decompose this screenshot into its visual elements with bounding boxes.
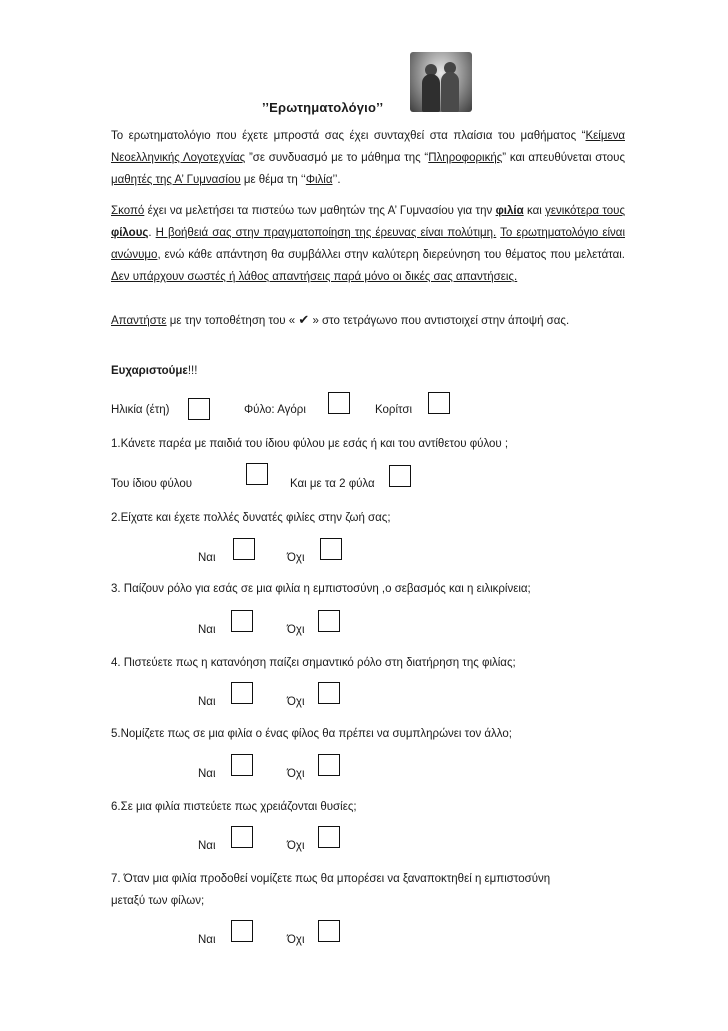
q2-no-label: Όχι	[287, 552, 305, 564]
checkmark-icon: ✔	[298, 312, 310, 327]
q5-no-label: Όχι	[287, 768, 305, 780]
q2-yes-checkbox[interactable]	[233, 538, 255, 560]
question-1: 1.Κάνετε παρέα με παιδιά του ίδιου φύλου με εσάς ή και του αντίθετου φύλου ;	[111, 438, 509, 450]
q5-yes-label: Ναι	[198, 768, 216, 780]
answer-instruction: Απαντήστε με την τοποθέτηση του « ✔ » στο τετράγωνο που αντιστοιχεί στην άποψή σας.	[111, 312, 570, 327]
q3-yes-checkbox[interactable]	[231, 610, 253, 632]
q5-no-checkbox[interactable]	[318, 754, 340, 776]
q2-no-checkbox[interactable]	[320, 538, 342, 560]
sex-boy-label: Φύλο: Αγόρι	[244, 404, 306, 416]
boy-checkbox[interactable]	[328, 392, 350, 414]
q3-no-label: Όχι	[287, 624, 305, 636]
q6-yes-checkbox[interactable]	[231, 826, 253, 848]
question-7-line-2: μεταξύ των φίλων;	[111, 895, 205, 907]
question-3: 3. Παίζουν ρόλο για εσάς σε μια φιλία η εμπιστοσύνη ,ο σεβασμός και η ειλικρίνεια;	[111, 583, 531, 595]
q3-no-checkbox[interactable]	[318, 610, 340, 632]
question-4: 4. Πιστεύετε πως η κατανόηση παίζει σημαντικό ρόλο στη διατήρηση της φιλίας;	[111, 657, 516, 669]
thanks-text: Ευχαριστούμε!!!	[111, 365, 198, 377]
q2-yes-label: Ναι	[198, 552, 216, 564]
q3-yes-label: Ναι	[198, 624, 216, 636]
q6-no-checkbox[interactable]	[318, 826, 340, 848]
q7-yes-checkbox[interactable]	[231, 920, 253, 942]
question-7-line-1: 7. Όταν μια φιλία προδοθεί νομίζετε πως θα μπορέσει να ξαναποκτηθεί η εμπιστοσύνη	[111, 873, 551, 885]
girl-checkbox[interactable]	[428, 392, 450, 414]
q7-no-label: Όχι	[287, 934, 305, 946]
question-6: 6.Σε μια φιλία πιστεύετε πως χρειάζονται θυσίες;	[111, 801, 357, 813]
q7-no-checkbox[interactable]	[318, 920, 340, 942]
q1-both-sexes-checkbox[interactable]	[389, 465, 411, 487]
q1-same-sex-label: Του ίδιου φύλου	[111, 478, 193, 490]
children-photo-icon	[410, 52, 472, 112]
q4-no-label: Όχι	[287, 696, 305, 708]
q6-no-label: Όχι	[287, 840, 305, 852]
page-title: ’’Ερωτηματολόγιο’’	[262, 100, 384, 115]
purpose-paragraph: Σκοπό έχει να μελετήσει τα πιστεύω των μαθητών της Α’ Γυμνασίου για την φιλία και γενικότερα τους φίλους. Η βοήθειά σας στην πραγματοποίηση της έρευνας είναι πολύτιμη. Το ερωτηματολόγιο είναι ανώνυμο, ενώ κάθε απάντηση θα συμβάλλει στην καλύτερη διερεύνηση του θέματος που μελετάται. Δεν υπάρχουν σωστές ή λάθος απαντήσεις παρά μόνο οι δικές σας απαντήσεις.	[111, 205, 626, 283]
q7-yes-label: Ναι	[198, 934, 216, 946]
q6-yes-label: Ναι	[198, 840, 216, 852]
age-label: Ηλικία (έτη)	[111, 404, 170, 416]
girl-label: Κορίτσι	[375, 404, 413, 416]
q5-yes-checkbox[interactable]	[231, 754, 253, 776]
question-5: 5.Νομίζετε πως σε μια φιλία ο ένας φίλος θα πρέπει να συμπληρώνει τον άλλο;	[111, 728, 512, 740]
q4-no-checkbox[interactable]	[318, 682, 340, 704]
q1-both-sexes-label: Και με τα 2 φύλα	[290, 478, 375, 490]
q1-same-sex-checkbox[interactable]	[246, 463, 268, 485]
intro-paragraph: Το ερωτηματολόγιο που έχετε μπροστά σας έχει συνταχθεί στα πλαίσια του μαθήματος “Κείμενα Νεοελληνικής Λογοτεχνίας ”σε συνδυασμό με το μάθημα της “Πληροφορικής” και απευθύνεται στους μαθητές της Α’ Γυμνασίου με θέμα τη ‘‘Φιλία’’.	[111, 130, 625, 186]
q4-yes-checkbox[interactable]	[231, 682, 253, 704]
age-checkbox[interactable]	[188, 398, 210, 420]
question-2: 2.Είχατε και έχετε πολλές δυνατές φιλίες στην ζωή σας;	[111, 512, 391, 524]
q4-yes-label: Ναι	[198, 696, 216, 708]
